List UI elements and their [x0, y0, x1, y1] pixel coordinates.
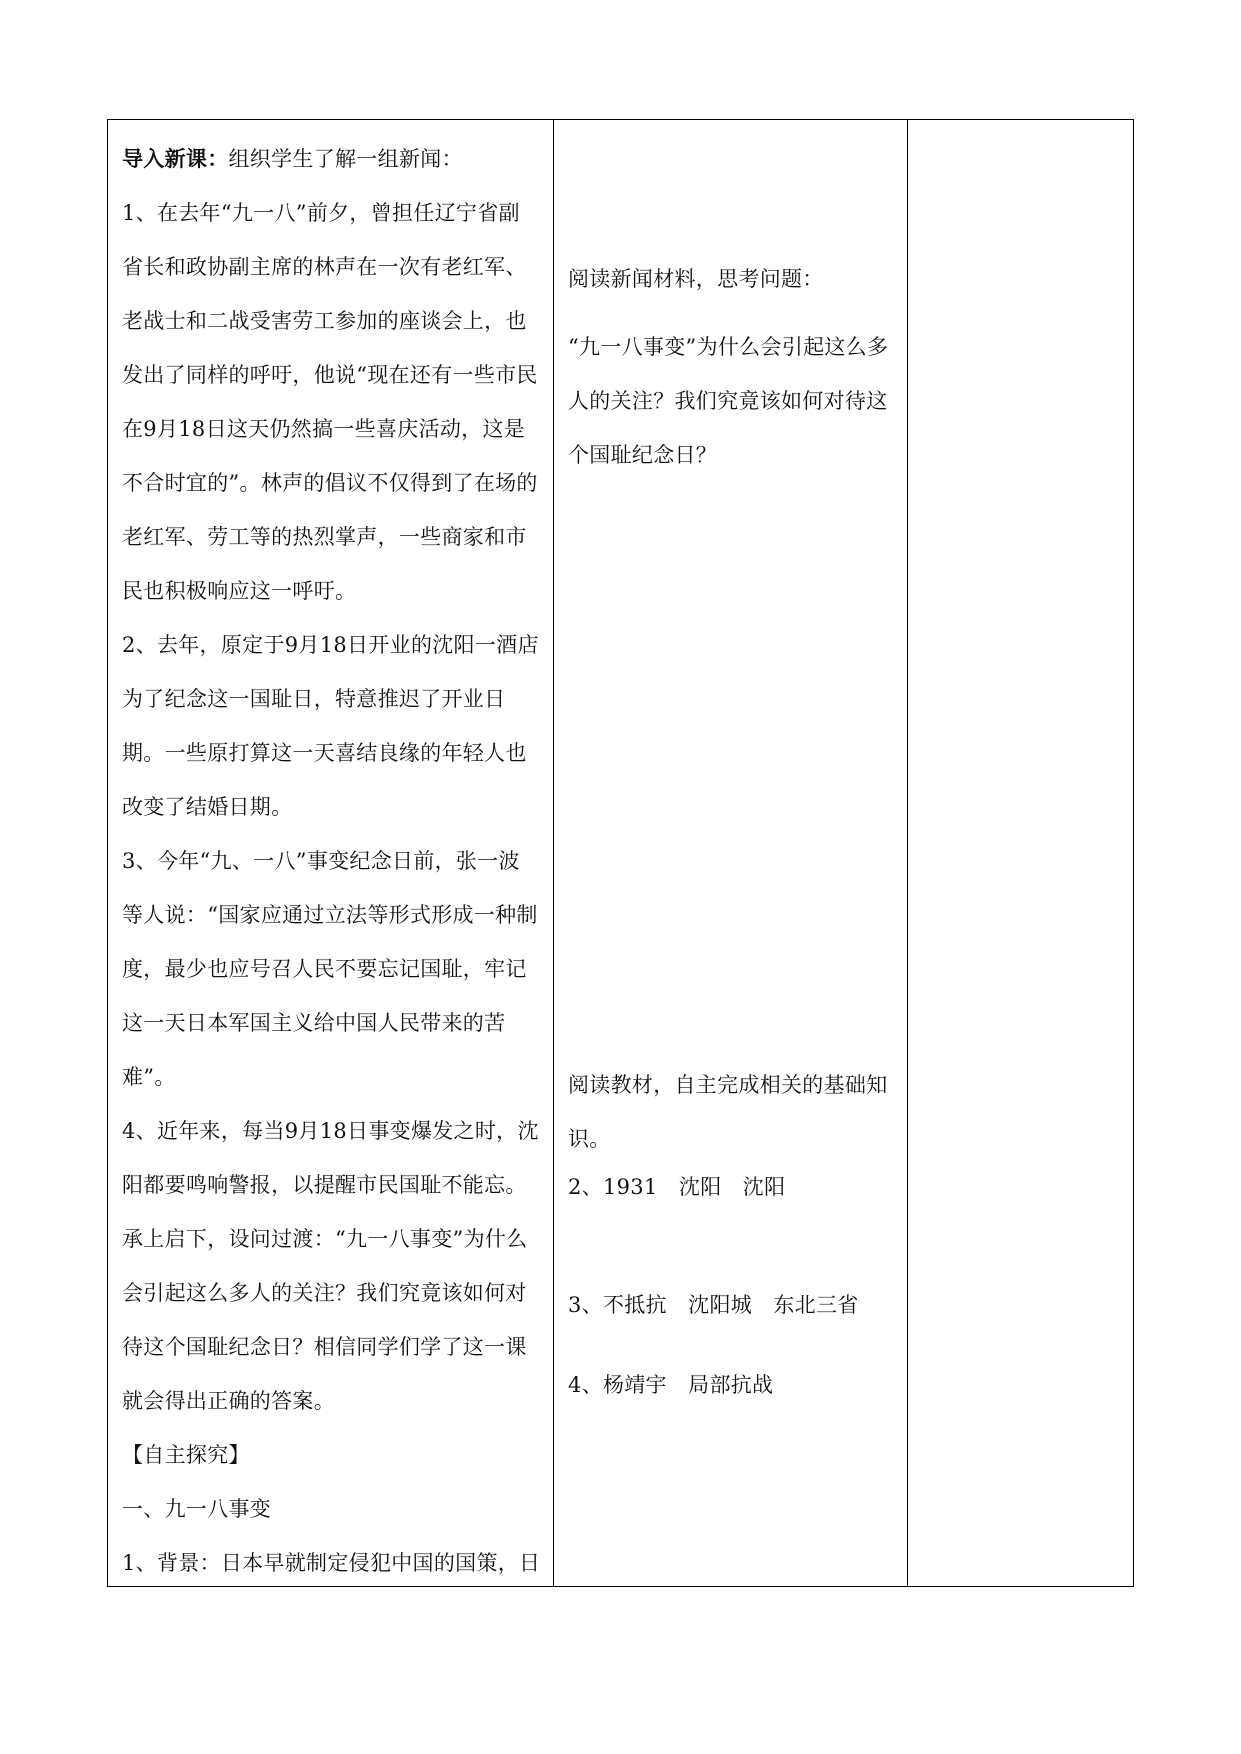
- notes-column: [908, 120, 1133, 1586]
- transition-paragraph: 承上启下，设问过渡：“九一八事变”为什么会引起这么多人的关注？我们究竟该如何对待这个国耻纪念日？相信同学们学了这一课就会得出正确的答案。: [122, 1227, 528, 1413]
- news-item-2: 2、去年，原定于9月18日开业的沈阳一酒店为了纪念这一国耻日，特意推迟了开业日期。一些原打算这一天喜结良缘的年轻人也改变了结婚日期。: [122, 633, 539, 819]
- sub-title: 一、九一八事变: [122, 1497, 272, 1521]
- intro-text: 组织学生了解一组新闻：: [228, 147, 463, 171]
- answer-4: 4、杨靖宇 局部抗战: [568, 1373, 774, 1397]
- background-paragraph: 1、背景：日本早就制定侵犯中国的国策，日: [122, 1551, 541, 1575]
- news-item-3: 3、今年“九、一八”事变纪念日前，张一波等人说：“国家应通过立法等形式形成一种制度，最少也应号召人民不要忘记国耻，牢记这一天日本军国主义给中国人民带来的苦难”。: [122, 849, 538, 1089]
- answer-2: 2、1931 沈阳 沈阳: [568, 1175, 786, 1199]
- intro-paragraph: [122, 132, 541, 186]
- news-item-4: 4、近年来，每当9月18日事变爆发之时，沈阳都要鸣响警报，以提醒市民国耻不能忘。: [122, 1119, 539, 1197]
- lesson-table: [107, 119, 1134, 1587]
- student-activity-column: [554, 120, 907, 1586]
- section-title: 【自主探究】: [122, 1443, 250, 1467]
- teacher-activity-column: [108, 120, 553, 1586]
- answer-3: 3、不抵抗 沈阳城 东北三省: [568, 1293, 859, 1317]
- task-read-news: 阅读新闻材料，思考问题：: [568, 267, 824, 291]
- intro-label: 导入新课：: [122, 146, 229, 171]
- news-item-1: 1、在去年“九一八”前夕，曾担任辽宁省副省长和政协副主席的林声在一次有老红军、老战士和二战受害劳工参加的座谈会上，也发出了同样的呼吁，他说“现在还有一些市民在9月18日这天仍然搞一些喜庆活动，这是不合时宜的”。林声的倡议不仅得到了在场的老红军、劳工等的热烈掌声，一些商家和市民也积极响应这一呼吁。: [122, 201, 538, 603]
- task-read-textbook: 阅读教材，自主完成相关的基础知识。: [568, 1073, 888, 1151]
- question-text: “九一八事变”为什么会引起这么多人的关注？我们究竟该如何对待这个国耻纪念日？: [568, 335, 889, 467]
